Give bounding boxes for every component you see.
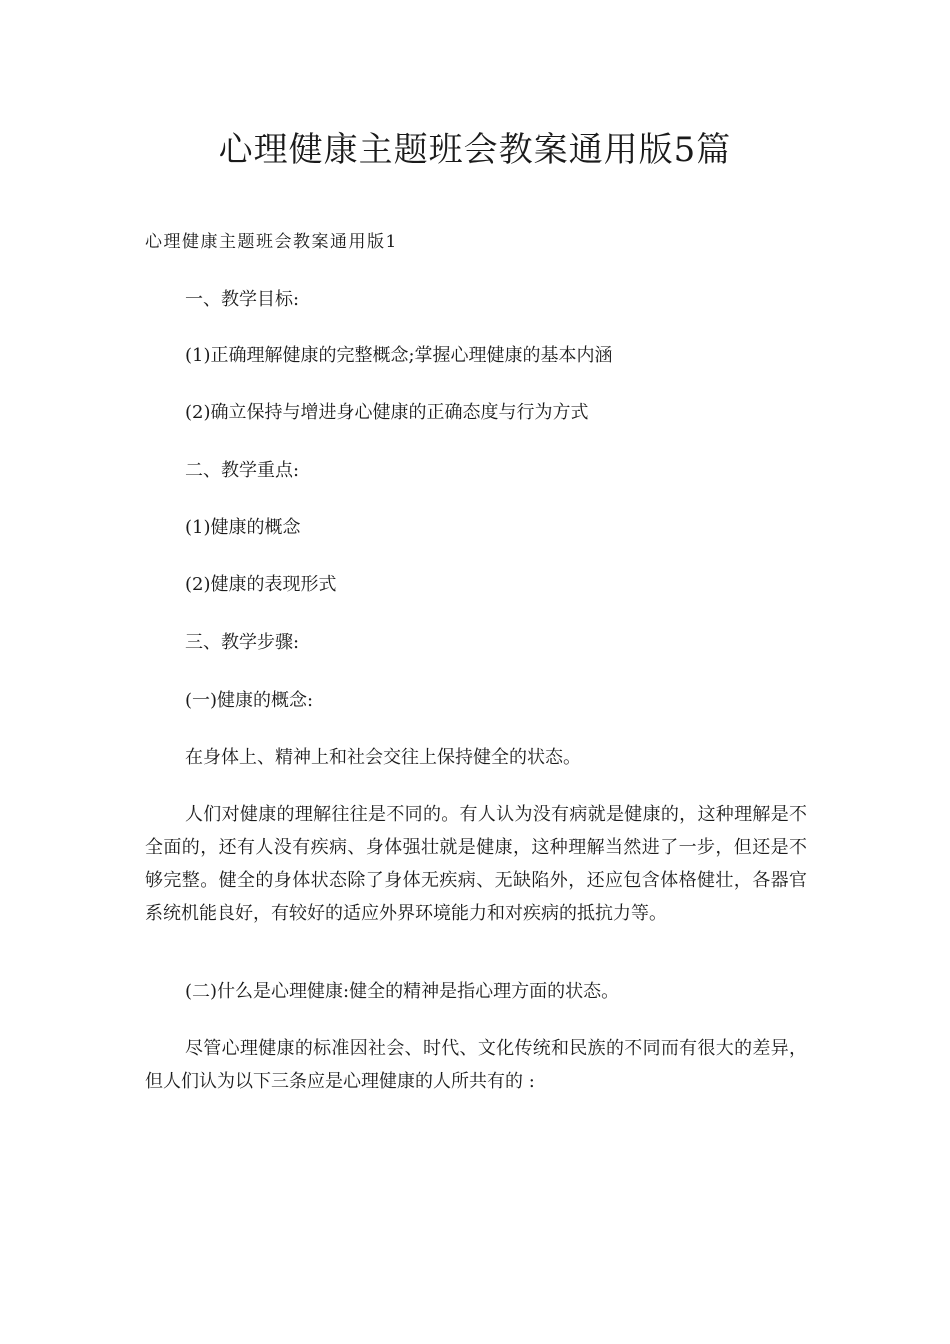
- objective-item-1: (1)正确理解健康的完整概念;掌握心理健康的基本内涵: [185, 345, 613, 366]
- step-1-heading: (一)健康的概念:: [185, 690, 314, 711]
- health-paragraph: 人们对健康的理解往往是不同的。有人认为没有病就是健康的，这种理解是不全面的，还有人没有疾病、身体强壮就是健康，这种理解当然进了一步，但还是不够完整。健全的身体状态除了身体无疾病、无缺陷外，还应包含体格健壮，各器官系统机能良好，有较好的适应外界环境能力和对疾病的抵抗力等。: [145, 804, 807, 924]
- key-point-item-2: (2)健康的表现形式: [185, 574, 337, 595]
- health-definition: 在身体上、精神上和社会交往上保持健全的状态。: [185, 747, 581, 768]
- section-heading: 心理健康主题班会教案通用版1: [145, 232, 398, 252]
- key-points-heading: 二、教学重点:: [185, 460, 300, 481]
- objective-item-2: (2)确立保持与增进身心健康的正确态度与行为方式: [185, 402, 589, 423]
- standard-paragraph: 尽管心理健康的标准因社会、时代、文化传统和民族的不同而有很大的差异，但人们认为以下三条应是心理健康的人所共有的 :: [145, 1038, 807, 1092]
- key-point-item-1: (1)健康的概念: [185, 517, 301, 538]
- document-title: 心理健康主题班会教案通用版5篇: [218, 130, 732, 170]
- steps-heading: 三、教学步骤:: [185, 632, 300, 653]
- objectives-heading: 一、教学目标:: [185, 289, 300, 310]
- mental-health-line: (二)什么是心理健康:健全的精神是指心理方面的状态。: [185, 981, 620, 1002]
